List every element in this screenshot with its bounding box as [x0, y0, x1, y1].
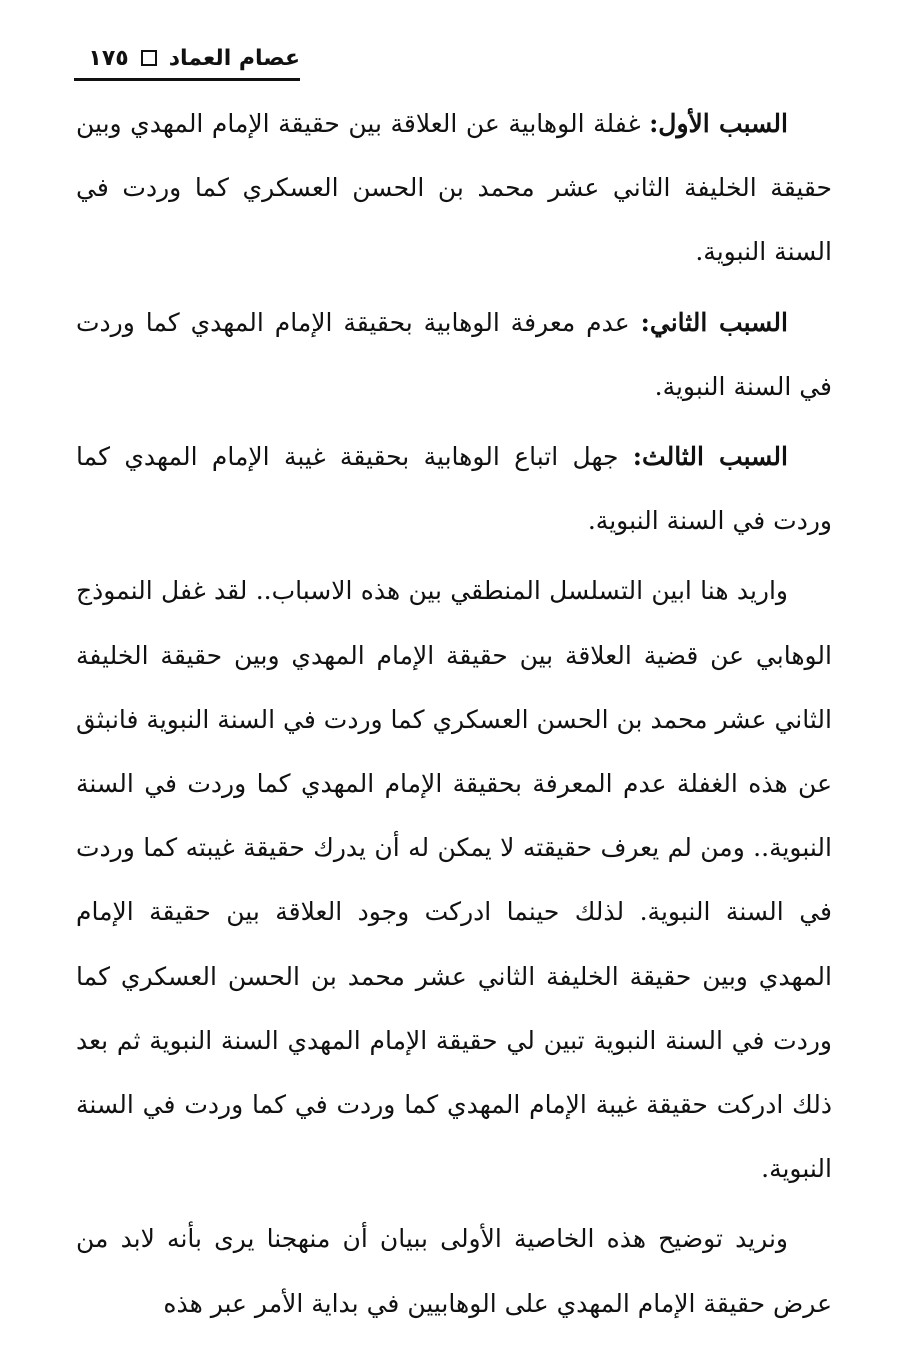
header-rule [74, 78, 300, 81]
book-title: عصام العماد [168, 45, 300, 71]
paragraph-lead: السبب الثاني: [640, 307, 788, 337]
body-text [76, 92, 832, 1342]
paragraph-lead: السبب الثالث: [632, 442, 788, 472]
paragraph-text: غفلة الوهابية عن العلاقة بين حقيقة الإمام المهدي وبين حقيقة الخليفة الثاني عشر محمد بن الحسن العسكري كما وردت في السنة النبوية. [76, 109, 832, 267]
paragraph-first-reason [76, 92, 832, 285]
running-header [74, 40, 300, 76]
paragraph-third-reason [76, 425, 832, 553]
paragraph-second-reason [76, 291, 832, 419]
paragraph-logical-sequence [76, 559, 832, 1201]
paragraph-lead: السبب الأول: [649, 109, 788, 138]
paragraph-text: واريد هنا ابين التسلسل المنطقي بين هذه الاسباب.. لقد غفل النموذج الوهابي عن قضية العلاقة بين حقيقة الإمام المهدي وبين حقيقة الخليفة الثاني عشر محمد بن الحسن العسكري كما وردت في السنة النبوية فانبثق عن هذه الغفلة عدم المعرفة بحقيقة الإمام المهدي كما وردت في السنة النبوية.. ومن لم يعرف حقيقته لا يمكن له أن يدرك حقيقة غيبته كما وردت في السنة النبوية. لذلك حينما ادركت وجود العلاقة بين حقيقة الإمام المهدي وبين حقيقة الخليفة الثاني عشر محمد بن الحسن العسكري كما وردت في السنة النبوية تبين لي حقيقة الإمام المهدي السنة النبوية ثم بعد ذلك ادركت حقيقة غيبة الإمام المهدي كما وردت في كما وردت في السنة النبوية. [76, 576, 832, 1184]
paragraph-clarification [76, 1207, 832, 1335]
paragraph-text: ونريد توضيح هذه الخاصية الأولى ببيان أن منهجنا يرى بأنه لابد من عرض حقيقة الإمام المهدي على الوهابيين في بداية الأمر عبر هذه [76, 1224, 832, 1318]
page-number: ١٧٥ [88, 45, 129, 71]
square-ornament-icon [141, 50, 157, 66]
paragraph-text: جهل اتباع الوهابية بحقيقة غيبة الإمام المهدي كما وردت في السنة النبوية. [76, 442, 832, 536]
paragraph-text: عدم معرفة الوهابية بحقيقة الإمام المهدي كما وردت في السنة النبوية. [76, 307, 832, 401]
